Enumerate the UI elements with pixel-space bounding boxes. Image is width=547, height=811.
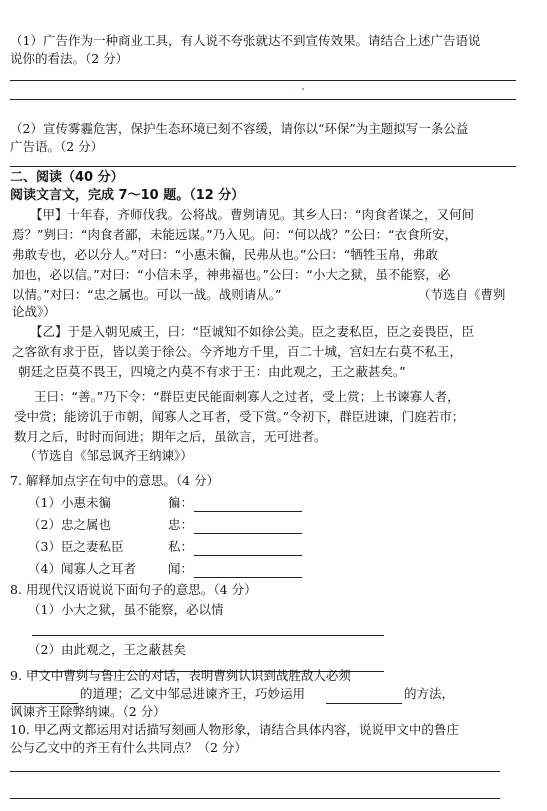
q7-answer-blank[interactable] — [194, 577, 302, 578]
passage-b-line: 数月之后，时时而间进；期年之后，虽欲言，无可进者。 — [14, 429, 327, 444]
q9-line1: 9. 甲文中曹刿与鲁庄公的对话，表明曹刿认识到战胜敌人必须 — [10, 668, 351, 683]
q9-blank-2[interactable] — [326, 703, 402, 704]
passage-b-line: 朝廷之臣莫不畏王，四境之内莫不有求于王：由此观之，王之蔽甚矣。” — [18, 364, 406, 379]
q7-char: 私： — [168, 539, 194, 554]
passage-b-line: 受中赏；能谤讥于市朝，闻寡人之耳者，受下赏。”令初下，群臣进谏，门庭若市； — [14, 409, 465, 424]
passage-a-line: 【甲】十年春，齐师伐我。公将战。曹刿请见。其乡人曰：“肉食者谋之，又何间 — [30, 207, 474, 222]
passage-a-line: 焉？”刿曰：“肉食者鄙，未能远谋。”乃入见。问：“何以战？”公曰：“衣食所安， — [12, 227, 458, 242]
q10-line2: 公与乙文中的齐王有什么共同点？（2 分） — [10, 740, 247, 755]
q7-phrase: （3）臣之妻私臣 — [28, 539, 124, 554]
q7-answer-blank[interactable] — [194, 511, 302, 512]
passage-b-line: 【乙】于是入朝见威王，曰：“臣诚知不如徐公美。臣之妻私臣，臣之妾畏臣，臣 — [30, 324, 474, 339]
q1-line1: （1）广告作为一种商业工具，有人说不夸张就达不到宣传效果。请结合上述广告语说 — [10, 33, 481, 48]
q7-char: 闻： — [168, 561, 194, 576]
answer-line[interactable] — [10, 99, 516, 100]
q9-line2a: 的道理；乙文中邹忌进谏齐王，巧妙运用 — [80, 686, 306, 701]
q2-line1: （2）宣传雾霾危害，保护生态环境已刻不容缓，请你以“环保”为主题拟写一条公益 — [10, 121, 469, 136]
passage-b-source: （节选自《邹忌讽齐王纳谏》） — [24, 448, 193, 463]
q7-char: 忠： — [168, 517, 194, 532]
q8-stem: 8. 用现代汉语说说下面句子的意思。（4 分） — [10, 582, 257, 597]
q2-line2: 广告语。（2 分） — [10, 139, 104, 154]
q1-line2: 说你的看法。（2 分） — [10, 51, 129, 66]
section-subtitle: 阅读文言文，完成 7～10 题。（12 分） — [10, 188, 245, 203]
passage-b-line: 王曰：“善。”乃下令：“群臣吏民能面刺寡人之过者，受上赏；上书谏寡人者， — [34, 389, 460, 404]
q10-line1: 10. 甲乙两文都运用对话描写刻画人物形象，请结合具体内容，说说甲文中的鲁庄 — [10, 722, 459, 737]
passage-a-source: 论战》） — [12, 304, 56, 319]
passage-a-source: （节选自《曹刿 — [418, 287, 506, 302]
passage-b-line: 之客欲有求于臣，皆以美于徐公。今齐地方千里，百二十城，宫妇左右莫不私王， — [12, 344, 463, 359]
q9-line3: 讽谏齐王除弊纳谏。（2 分） — [10, 704, 166, 719]
answer-line[interactable] — [10, 166, 516, 167]
q8-answer-line[interactable] — [32, 635, 384, 636]
q8-item: （2）由此观之，王之蔽甚矣 — [28, 642, 186, 657]
q7-phrase: （4）闻寡人之耳者 — [28, 561, 136, 576]
q7-char: 徧： — [168, 495, 194, 510]
passage-a-line: 加也，必以信。”对曰：“小信未孚，神弗福也。”公曰：“小大之狱，虽不能察，必 — [12, 267, 451, 282]
q7-answer-blank[interactable] — [194, 533, 302, 534]
section-title: 二、阅读（40 分） — [10, 170, 124, 185]
q10-answer-line[interactable] — [10, 771, 500, 772]
q7-phrase: （1）小惠未徧 — [28, 495, 111, 510]
q9-line2b: 的方法， — [404, 686, 455, 701]
passage-a-line: 弗敢专也，必以分人。”对曰：“小惠未徧，民弗从也。”公曰：“牺牲玉帛，弗敢 — [12, 247, 438, 262]
ink-dot — [302, 88, 304, 90]
q8-item: （1）小大之狱，虽不能察，必以情 — [28, 602, 224, 617]
q10-answer-line[interactable] — [10, 798, 500, 799]
q7-stem: 7. 解释加点字在句中的意思。（4 分） — [10, 473, 220, 488]
q7-phrase: （2）忠之属也 — [28, 517, 111, 532]
answer-line[interactable] — [10, 80, 516, 81]
q7-answer-blank[interactable] — [194, 555, 302, 556]
passage-a-line: 以情。”对曰：“忠之属也。可以一战。战则请从。” — [12, 287, 282, 302]
